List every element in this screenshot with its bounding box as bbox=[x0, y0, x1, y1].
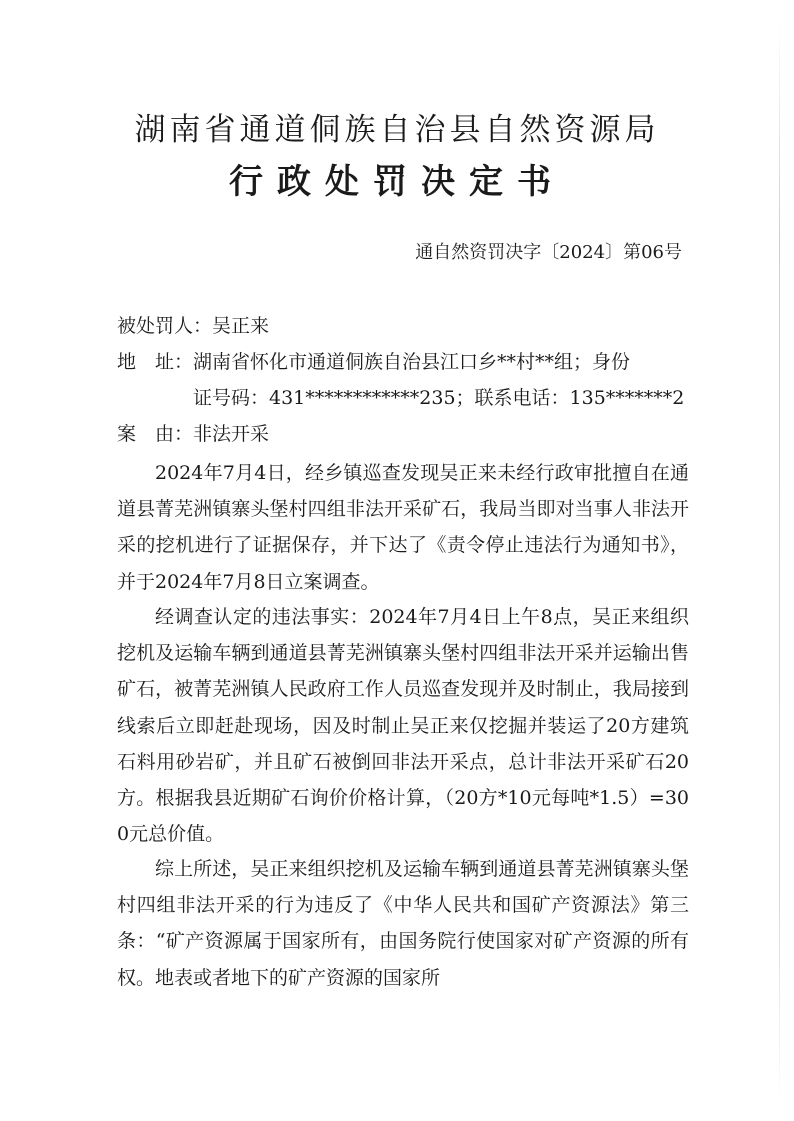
agency-name: 湖南省通道侗族自治县自然资源局 bbox=[134, 112, 660, 148]
party-address-line1: 湖南省怀化市通道侗族自治县江口乡**村**组；身份 bbox=[193, 351, 631, 373]
party-address-label: 地 址： bbox=[117, 351, 194, 373]
party-name-line bbox=[117, 313, 269, 339]
case-line bbox=[117, 421, 269, 447]
party-address-line bbox=[117, 349, 630, 375]
party-name-label: 被处罚人： bbox=[117, 315, 213, 337]
document-title: 行政处罚决定书 bbox=[229, 162, 565, 202]
party-name: 吴正来 bbox=[212, 315, 270, 337]
paragraph-3: 综上所述，吴正来组织挖机及运输车辆到通道县菁芜洲镇寨头堡村四组非法开采的行为违反了《中华人民共和国矿产资源法》第三条：“矿产资源属于国家所有，由国务院行使国家对矿产资源的所有权。地表或者地下的矿产资源的国家所 bbox=[117, 858, 689, 989]
party-address-line2: 证号码：431************235；联系电话：135*******2 bbox=[193, 387, 685, 409]
paragraph-1: 2024年7月4日，经乡镇巡查发现吴正来未经行政审批擅自在通道县菁芜洲镇寨头堡村四组非法开采矿石，我局当即对当事人非法开采的挖机进行了证据保存，并下达了《责令停止违法行为通知书》，并于2024年7月8日立案调查。 bbox=[117, 462, 689, 593]
paragraph-2: 经调查认定的违法事实：2024年7月4日上午8点，吴正来组织挖机及运输车辆到通道县菁芜洲镇寨头堡村四组非法开采并运输出售矿石，被菁芜洲镇人民政府工作人员巡查发现并及时制止，我局接到线索后立即赶赴现场，因及时制止吴正来仅挖掘并装运了20方建筑石料用砂岩矿，并且矿石被倒回非法开采点，总计非法开采矿石20方。根据我县近期矿石询价价格计算，（20方*10元每吨*1.5）=300元总价值。 bbox=[117, 606, 689, 846]
party-id-line bbox=[193, 385, 684, 411]
scan-edge-line bbox=[779, 20, 780, 1110]
case-reason: 非法开采 bbox=[193, 423, 270, 445]
case-label: 案 由： bbox=[117, 423, 194, 445]
document-number: 通自然资罚决字〔2024〕第06号 bbox=[415, 242, 682, 263]
